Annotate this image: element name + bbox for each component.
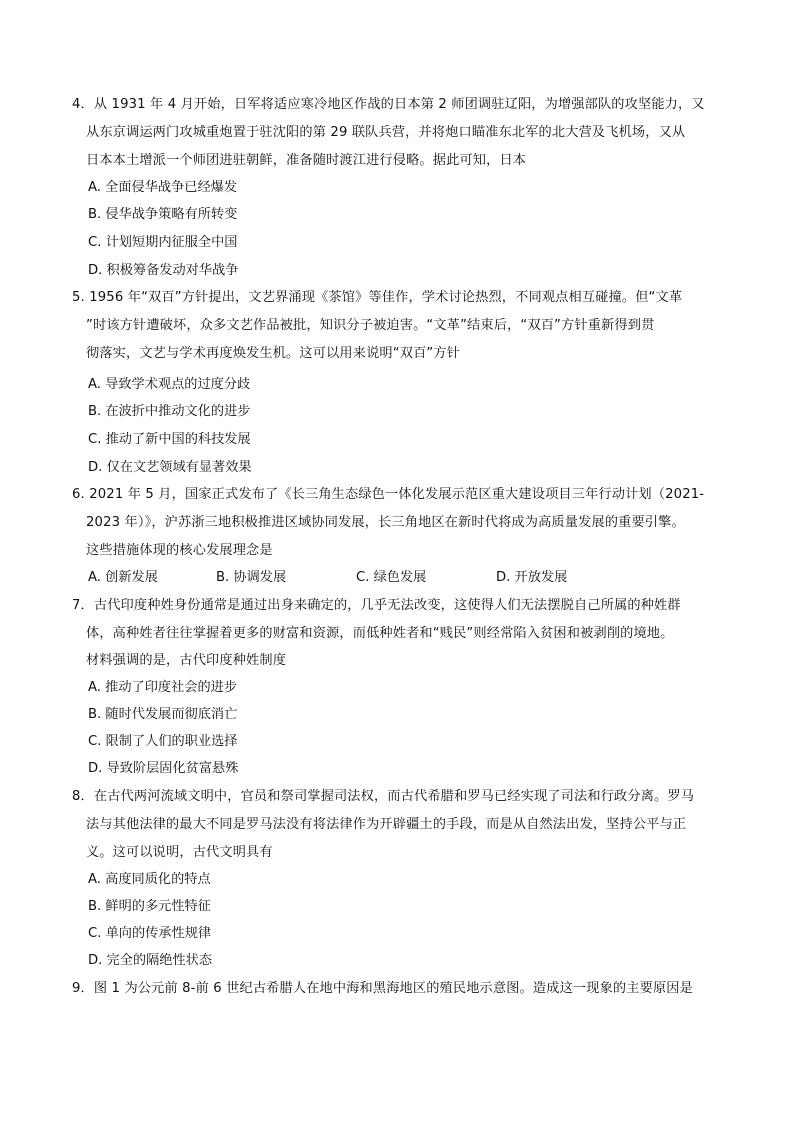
question-5-option-a[interactable]: A. 导致学术观点的过度分歧 [88, 377, 251, 392]
question-4-line-2: 从东京调运两门攻城重炮置于驻沈阳的第 29 联队兵营，并将炮口瞄准东北军的北大营及飞机场，又从 [86, 125, 686, 140]
question-5-line-2: ”时该方针遭破坏，众多文艺作品被批，知识分子被迫害。“文革”结束后，“双百”方针重新得到贯 [86, 318, 655, 333]
question-4-option-d[interactable]: D. 积极筹备发动对华战争 [88, 263, 239, 278]
question-6-line-3: 这些措施体现的核心发展理念是 [86, 543, 273, 558]
question-4-option-b[interactable]: B. 侵华战争策略有所转变 [88, 207, 238, 222]
question-8-line-2: 法与其他法律的最大不同是罗马法没有将法律作为开辟疆土的手段，而是从自然法出发，坚持公平与正 [86, 817, 687, 832]
question-4-option-c[interactable]: C. 计划短期内征服全中国 [88, 235, 238, 250]
question-6-option-c[interactable]: C. 绿色发展 [356, 570, 427, 585]
question-7-line-1: 7．古代印度种姓身份通常是通过出身来确定的，几乎无法改变，这使得人们无法摆脱自己所属的种姓群 [72, 598, 681, 613]
question-7-option-b[interactable]: B. 随时代发展而彻底消亡 [88, 707, 238, 722]
question-5-option-b[interactable]: B. 在波折中推动文化的进步 [88, 404, 251, 419]
question-7-line-2: 体，高种姓者往往掌握着更多的财富和资源，而低种姓者和“贱民”则经常陷入贫困和被剥削的境地。 [86, 626, 674, 641]
question-6-option-d[interactable]: D. 开放发展 [496, 570, 568, 585]
question-4-line-3: 日本本土增派一个师团进驻朝鲜，准备随时渡江进行侵略。据此可知，日本 [86, 153, 527, 168]
question-6-line-2: 2023 年）》，沪苏浙三地积极推进区域协同发展，长三角地区在新时代将成为高质量发展的重要引擎。 [86, 515, 685, 530]
question-8-option-a[interactable]: A. 高度同质化的特点 [88, 872, 211, 887]
question-8-line-1: 8．在古代两河流域文明中，官员和祭司掌握司法权，而古代希腊和罗马已经实现了司法和行政分离。罗马 [72, 789, 695, 804]
question-8-line-3: 义。这可以说明，古代文明具有 [86, 845, 273, 860]
question-7-option-a[interactable]: A. 推动了印度社会的进步 [88, 680, 238, 695]
question-5-line-1: 5. 1956 年“双百”方针提出，文艺界涌现《茶馆》等佳作，学术讨论热烈，不同观点相互碰撞。但“文革 [72, 290, 683, 305]
question-6-option-b[interactable]: B. 协调发展 [216, 570, 287, 585]
question-4-line-1: 4．从 1931 年 4 月开始，日军将适应寒冷地区作战的日本第 2 师团调驻辽阳，为增强部队的攻坚能力，又 [72, 97, 705, 112]
question-8-option-b[interactable]: B. 鲜明的多元性特征 [88, 899, 211, 914]
question-4-option-a[interactable]: A. 全面侵华战争已经爆发 [88, 180, 238, 195]
question-5-option-d[interactable]: D. 仅在文艺领域有显著效果 [88, 460, 252, 475]
question-7-line-3: 材料强调的是，古代印度种姓制度 [86, 653, 287, 668]
question-8-option-c[interactable]: C. 单向的传承性规律 [88, 926, 212, 941]
question-6-line-1: 6. 2021 年 5 月，国家正式发布了《长三角生态绿色一体化发展示范区重大建设项目三年行动计划（2021- [72, 487, 705, 502]
question-5-option-c[interactable]: C. 推动了新中国的科技发展 [88, 432, 251, 447]
question-7-option-d[interactable]: D. 导致阶层固化贫富悬殊 [88, 761, 239, 776]
question-6-option-a[interactable]: A. 创新发展 [88, 570, 158, 585]
question-8-option-d[interactable]: D. 完全的隔绝性状态 [88, 953, 213, 968]
question-9-line-1: 9．图 1 为公元前 8-前 6 世纪古希腊人在地中海和黑海地区的殖民地示意图。造成这一现象的主要原因是 [72, 981, 693, 996]
question-5-line-3: 彻落实，文艺与学术再度焕发生机。这可以用来说明“双百”方针 [86, 346, 461, 361]
question-7-option-c[interactable]: C. 限制了人们的职业选择 [88, 734, 238, 749]
